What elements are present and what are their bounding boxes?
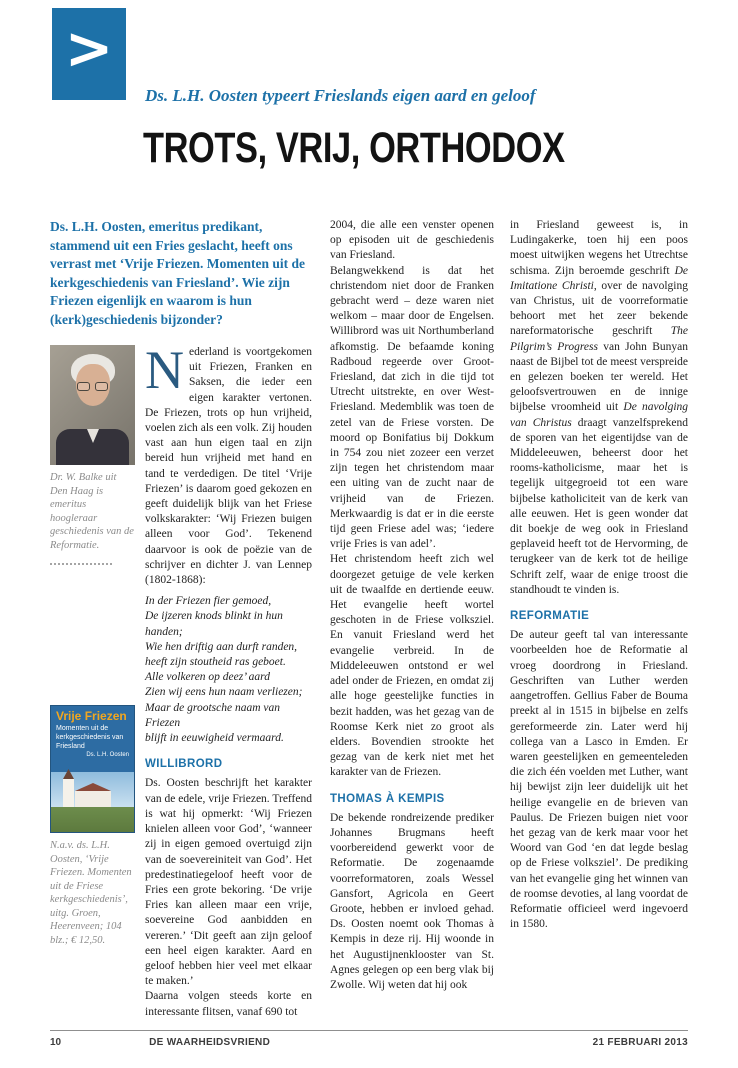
paragraph: De auteur geeft tal van interessante voorbeelden hoe de Reformatie al vroeg doordrong in Friesland. Geschriften van Luther werden aangetroffen. Gellius Faber de Bouma preekt al in 1515 in bijbelse en zelfs gereformeerde zin. Later werd hij collega van a Lasco in Emden. Er waren geestelijken en gemeenteleden die zich één voelden met Luther, want hij bewijst zijn leer duidelijk uit het heilige evangelie en de brieven van Paulus. De Friezen buigen niet voor het gezag van de kerk maar voor het Woord van God ‘en dat legde beslag op de Friese volksziel’. De prediking van het evangelie ging het winnen van de roomse devoties, al lang voordat de Reformatie officieel werd ingevoerd in 1580. [510,629,688,931]
poem-line: In der Friezen fier gemoed, [145,595,272,608]
paragraph: Het christendom heeft zich wel doorgezet getuige de vele kerken uit de twaalfde en dertiende eeuw. Het evangelie heeft wortel geschoten in de Friese volksziel. En vanuit Friesland werd het evangelie verbreid. In de Middeleeuwen ontstond er wel adel onder de Friezen, en omdat zij alle hoge geestelijke functies in bezit hadden, was het gezag van de Roomse Kerk niet zo groot als elders. Bovendien strookte het gezag van de kerk niet met het karakter van de Friezen. [330,553,494,779]
poem-line: De ijzeren knods blinkt in hun handen; [145,610,283,638]
paragraph: Ds. Oosten beschrijft het karakter van de edele, vrije Friezen. Treffend is wat hij opmerkt: ‘Wij Friezen knielen alleen voor God’, ‘wanneer zij in eigen gemoed overtuigd zijn van de soevereiniteit van God’. Het predestinatiegeloof heeft voor de Fries een grote bekoring. ‘De vrije Fries kan alleen maar een vrije, soevereine God aanbidden en vereren.’ ‘Dit geeft aan zijn geloof een heel eigen karakter. Aard en geloof hebben hier veel met elkaar te maken.’ [145,777,312,988]
intro-paragraph: Ds. L.H. Oosten, emeritus predikant, stammend uit een Fries geslacht, heeft ons verrast met ‘Vrije Friezen. Momenten uit de kerkgeschiedenis van Friesland’. Wie zijn Friezen eigenlijk en waarom is hun (kerk)geschiedenis bijzonder? [50,219,306,327]
poem-line: heeft zijn stoutheid ras geboet. [145,656,286,669]
paragraph-text: ederland is voortgekomen uit Friezen, Franken en Saksen, die ieder een eigen karakter vertonen. De Friezen, trots op hun vrijheid, voelen zich als een volk. Zij houden vast aan hun eigen taal en zijn bereid hun vrijheid met hand en tand te verdedigen. De titel ‘Vrije Friezen’ is daarom goed gekozen en geeft duidelijk blijk van het Friese volkskarakter: ‘Wij Friezen buigen alleen voor God’. Tekenend daarvoor is ook de poëzie van de schrijver en dichter J. van Lennep (1802-1868): [145,346,312,587]
section-heading-reformatie: REFORMATIE [510,610,590,623]
paragraph-segment: draagt vanzelfsprekend de sporen van het eigentijdse van de Middeleeuwen, beheerst door het rooms-katholicisme, maar het is tegelijk uitgegroeid tot een ware bijbelse katholiciteit van de kerk van alle eeuwen. Het is geen wonder dat dit boekje de weg ook in Friesland geplaveid heeft tot de Hervorming, de terugkeer van de kerk tot de heilige Schrift zelf, waar de enige troost die standhoudt te vinden is. [510,416,688,596]
glasses-icon [77,382,90,391]
paragraph [510,218,688,598]
paragraph-segment: van John Bunyan naast de Bijbel tot de meest verspreide en gelezen boeken ter wereld. Het geloofsvertrouwen en de innige bijbelse vroomheid uit [510,340,688,414]
poem-line: Alle volkeren op deez’ aard [145,671,270,684]
publication-name: DE WAARHEIDSVRIEND [149,1037,271,1048]
book-caption: N.a.v. ds. L.H. Oosten, ‘Vrije Friezen. Momenten uit de Friese kerkgeschiedenis’, uitg. Groen, Heerenveen; 104 blz.; € 12,50. [50,840,132,946]
book-title-italic: De navolging van Christus [510,401,689,429]
drop-cap: N [145,340,184,400]
book-author: Ds. L.H. Oosten [86,752,129,759]
issue-date: 21 FEBRUARI 2013 [592,1037,688,1048]
book-title: Vrije Friezen [56,709,127,723]
paragraph-segment: , over de navolging van Christus, uit de voorreformatie behoort met het zeer bekende nareformatorische geschrift [510,279,688,338]
church-nave [75,791,111,807]
paragraph: 2004, die alle een venster openen op episoden uit de geschiedenis van Friesland. [330,219,494,262]
section-heading-willibrord: WILLIBRORD [145,758,223,771]
paragraph: De bekende rondreizende prediker Johannes Brugmans heeft voorbereidend gewerkt voor de Reformatie. De zogenaamde voorreformatoren, zoals Wessel Gansfort, Agricola en Geert Groote, hebben er invloed gehad. Ds. Oosten noemt ook Thomas à Kempis in deze rij. Hij woonde in het Augustijnenklooster van St. Agnes gelegen op een berg vlak bij Zwolle. Wij weten dat hij ook [330,811,494,991]
article-column-2 [330,218,494,993]
paragraph-segment: in Friesland geweest is, in Ludingakerke, toen hij een poos moest uitwijken wegens het Utrechtse schisma. Zijn beroemde geschrift [510,219,688,277]
kicker: Ds. L.H. Oosten typeert Frieslands eigen aard en geloof [145,86,536,105]
poem-line: Zien wij eens hun naam verliezen; [145,686,303,699]
page-number: 10 [50,1037,62,1048]
book-title-italic: The Pilgrim’s Progress [510,325,688,353]
paragraph [145,340,312,588]
photo-caption: Dr. W. Balke uit Den Haag is emeritus hoogleraar geschiedenis van de Reformatie. [50,472,134,551]
publication-logo [52,8,126,100]
paragraph: Belangwekkend is dat het christendom niet door de Franken gebracht werd – deze waren niet welkom – maar door de Engelsen. Willibrord was uit Northumberland afkomstig. De befaamde koning Radboud regeerde over Groot-Friesland, dat zich in die tijd tot Utrecht uitstrekte, en over West-Friesland. Medemblik was toen de zetel van de Friese vorsten. De moord op Bonifatius bij Dokkum in 754 zou niet zozeer een verzet zijn tegen het christendom maar een uiting van de zucht naar de vrijheid van de Friezen. Merkwaardig is dat er in die eerste tijd geen Friese adel was; ‘iedere vrije Fries is van adel’. [330,264,494,551]
church-roof [75,783,111,791]
section-heading-thomas-a-kempis: THOMAS À KEMPIS [330,792,445,805]
headline: TROTS, VRIJ, ORTHODOX [143,124,565,172]
paragraph: Daarna volgen steeds korte en interessante flitsen, vanaf 690 tot [145,990,312,1018]
church-tower [63,779,74,807]
portrait-photo [50,345,135,465]
book-cover-photo [51,772,134,832]
article-column-1 [145,340,312,1020]
church-spire [63,769,74,779]
article-column-3 [510,218,688,932]
poem-line: Wie hen driftig aan durft randen, [145,640,298,653]
glasses-icon [95,382,108,391]
page-footer [50,1030,688,1048]
dotted-divider [50,563,112,565]
poem [145,594,312,746]
chevron-right-icon: > [64,14,114,82]
book-title-italic: De Imitatione Christi [510,264,688,292]
poem-line: blijft in eeuwigheid vermaard. [145,732,284,745]
book-subtitle: Momenten uit de kerkgeschiedenis van Friesland [56,725,124,750]
book-cover [50,705,135,833]
poem-line: Maar de grootsche naam van Friezen [145,701,280,729]
sidebar [50,345,135,947]
